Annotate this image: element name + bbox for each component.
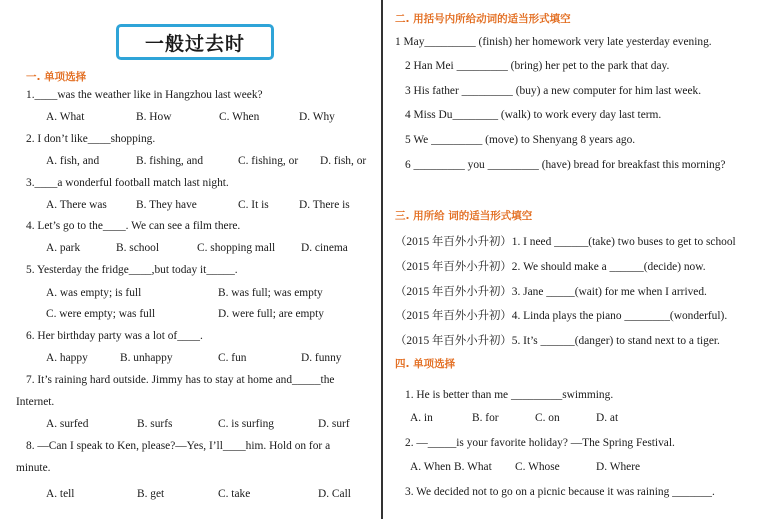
option-1a: A. What: [46, 111, 85, 123]
question-7: 7. It’s raining hard outside. Jimmy has to stay at home and_____the: [26, 374, 335, 386]
option-1c: C. When: [219, 111, 260, 123]
option-5a: A. was empty; is full: [46, 287, 142, 299]
option-1b: B. How: [136, 111, 172, 123]
option-4c: C. shopping mall: [197, 242, 276, 254]
section-1-heading: 一. 单项选择: [26, 71, 87, 83]
mc-option-1d: D. at: [596, 412, 619, 424]
mc-option-2a: A. When: [410, 461, 451, 473]
mc-option-1c: C. on: [535, 412, 560, 424]
mc-option-2c: C. Whose: [515, 461, 560, 473]
mc-question-3: 3. We decided not to go on a picnic because it was raining _______.: [405, 486, 715, 498]
exam-item-4: （2015 年百外小升初）4. Linda plays the piano ________(wonderful).: [395, 310, 728, 322]
section-2-heading: 二. 用括号内所给动词的适当形式填空: [395, 13, 571, 25]
question-8-continued: minute.: [16, 462, 51, 474]
option-3b: B. They have: [136, 199, 197, 211]
exam-item-5: （2015 年百外小升初）5. It’s ______(danger) to stand next to a tiger.: [395, 335, 720, 347]
section-4-heading: 四. 单项选择: [395, 358, 456, 370]
option-8a: A. tell: [46, 488, 75, 500]
fill-item-2: 2 Han Mei _________ (bring) her pet to the park that day.: [405, 60, 670, 72]
mc-option-2d: D. Where: [596, 461, 641, 473]
option-6c: C. fun: [218, 352, 247, 364]
mc-question-1: 1. He is better than me _________swimming.: [405, 389, 614, 401]
option-1d: D. Why: [299, 111, 335, 123]
question-1: 1.____was the weather like in Hangzhou last week?: [26, 89, 263, 101]
fill-item-1: 1 May_________ (finish) her homework very late yesterday evening.: [395, 36, 712, 48]
question-7-continued: Internet.: [16, 396, 55, 408]
fill-item-6: 6 _________ you _________ (have) bread for breakfast this morning?: [405, 159, 726, 171]
fill-item-4: 4 Miss Du________ (walk) to work every day last term.: [405, 109, 662, 121]
option-3c: C. It is: [238, 199, 269, 211]
option-7b: B. surfs: [137, 418, 173, 430]
option-5d: D. were full; are empty: [218, 308, 324, 320]
option-7d: D. surf: [318, 418, 350, 430]
exam-item-3: （2015 年百外小升初）3. Jane _____(wait) for me when I arrived.: [395, 286, 707, 298]
option-5b: B. was full; was empty: [218, 287, 323, 299]
option-5c: C. were empty; was full: [46, 308, 156, 320]
option-8c: C. take: [218, 488, 251, 500]
question-2: 2. I don’t like____shopping.: [26, 133, 156, 145]
option-4d: D. cinema: [301, 242, 348, 254]
option-2a: A. fish, and: [46, 155, 100, 167]
section-3-heading: 三. 用所给 词的适当形式填空: [395, 210, 533, 222]
option-8b: B. get: [137, 488, 165, 500]
option-2b: B. fishing, and: [136, 155, 204, 167]
option-6a: A. happy: [46, 352, 88, 364]
fill-item-5: 5 We _________ (move) to Shenyang 8 years ago.: [405, 134, 636, 146]
mc-option-2b: B. What: [454, 461, 492, 473]
option-2d: D. fish, or: [320, 155, 367, 167]
page-title: 一般过去时: [116, 24, 274, 60]
mc-question-2: 2. —_____is your favorite holiday? —The Spring Festival.: [405, 437, 675, 449]
question-4: 4. Let’s go to the____. We can see a film there.: [26, 220, 241, 232]
question-5: 5. Yesterday the fridge____,but today it_____.: [26, 264, 238, 276]
option-3d: D. There is: [299, 199, 350, 211]
fill-item-3: 3 His father _________ (buy) a new computer for him last week.: [405, 85, 702, 97]
option-6d: D. funny: [301, 352, 342, 364]
mc-option-1b: B. for: [472, 412, 499, 424]
option-4a: A. park: [46, 242, 81, 254]
question-8: 8. —Can I speak to Ken, please?—Yes, I’ll____him. Hold on for a: [26, 440, 331, 452]
exam-item-1: （2015 年百外小升初）1. I need ______(take) two buses to get to school: [395, 236, 736, 248]
question-3: 3.____a wonderful football match last night.: [26, 177, 229, 189]
option-4b: B. school: [116, 242, 160, 254]
exam-item-2: （2015 年百外小升初）2. We should make a ______(decide) now.: [395, 261, 706, 273]
option-6b: B. unhappy: [120, 352, 173, 364]
option-7a: A. surfed: [46, 418, 89, 430]
mc-option-1a: A. in: [410, 412, 433, 424]
option-2c: C. fishing, or: [238, 155, 299, 167]
option-8d: D. Call: [318, 488, 351, 500]
question-6: 6. Her birthday party was a lot of____.: [26, 330, 203, 342]
option-7c: C. is surfing: [218, 418, 275, 430]
column-divider: [381, 0, 383, 519]
option-3a: A. There was: [46, 199, 107, 211]
